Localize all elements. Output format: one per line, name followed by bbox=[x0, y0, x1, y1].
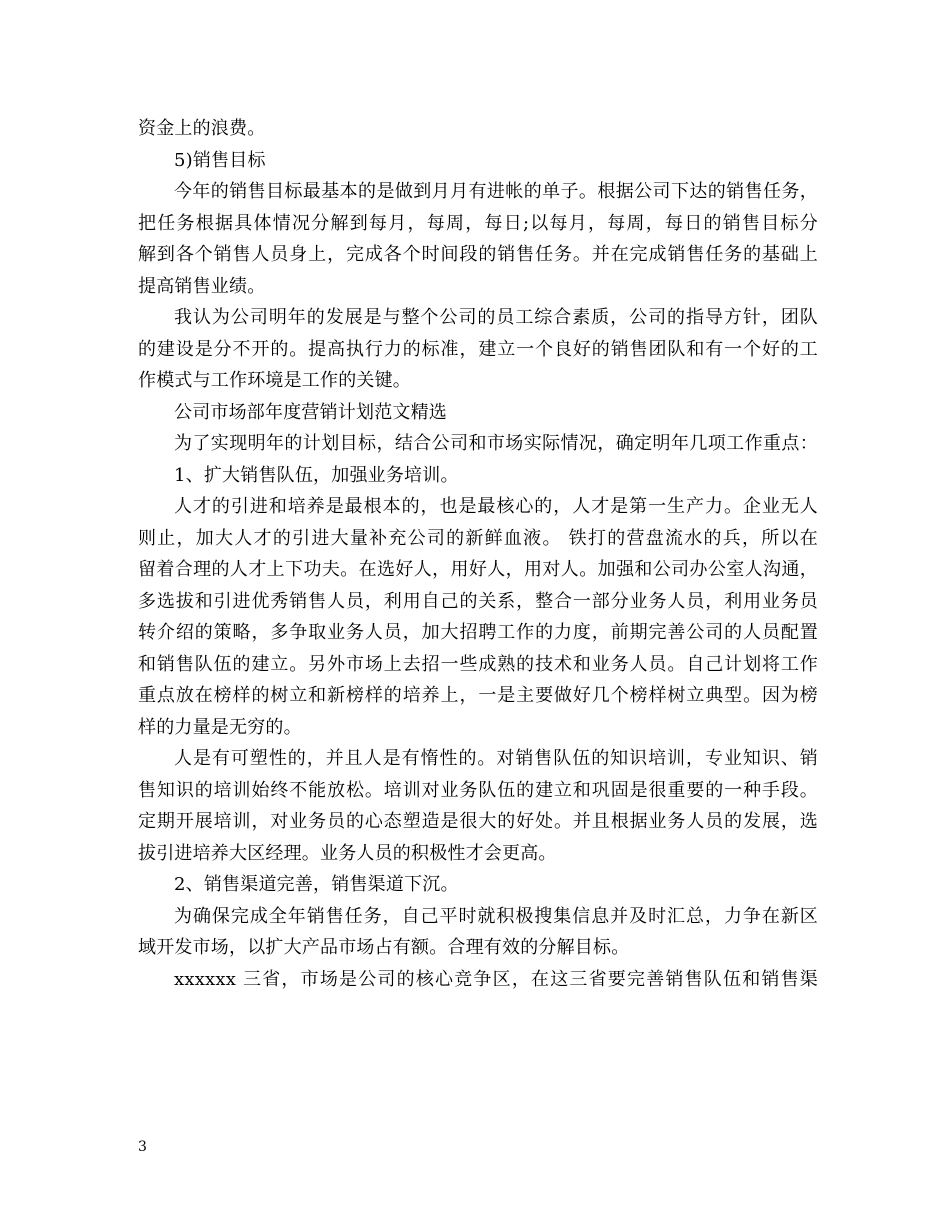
text-line: 域开发市场，以扩大产品市场占有额。合理有效的分解目标。 bbox=[138, 937, 630, 958]
text-line: 为确保完成全年销售任务，自己平时就积极搜集信息并及时汇总，力争在新区 bbox=[174, 905, 818, 927]
text-line: 解到各个销售人员身上，完成各个时间段的销售任务。并在完成销售任务的基础上 bbox=[138, 244, 818, 265]
text-line: 作模式与工作环境是工作的关键。 bbox=[138, 370, 411, 391]
text-line: xxxxxx 三省，市场是公司的核心竞争区，在这三省要完善销售队伍和销售渠 bbox=[174, 968, 818, 990]
text-line: 公司市场部年度营销计划范文精选 bbox=[174, 401, 447, 423]
text-line: 留着合理的人才上下功夫。在选好人，用好人，用对人。加强和公司办公室人沟通， bbox=[138, 559, 818, 580]
text-line: 拔引进培养大区经理。业务人员的积极性才会更高。 bbox=[138, 842, 557, 864]
text-line: 定期开展培训，对业务员的心态塑造是很大的好处。并且根据业务人员的发展，选 bbox=[138, 811, 818, 832]
text-line: 资金上的浪费。 bbox=[138, 118, 266, 139]
text-line: 售知识的培训始终不能放松。培训对业务队伍的建立和巩固是很重要的一种手段。 bbox=[138, 779, 818, 801]
text-line: 重点放在榜样的树立和新榜样的培养上，一是主要做好几个榜样树立典型。因为榜 bbox=[138, 685, 818, 706]
text-line: 和销售队伍的建立。另外市场上去招一些成熟的技术和业务人员。自己计划将工作 bbox=[138, 653, 818, 675]
text-line: 5)销售目标 bbox=[174, 149, 266, 171]
page-number: 3 bbox=[138, 1139, 147, 1155]
document-body bbox=[138, 113, 818, 995]
text-line: 为了实现明年的计划目标，结合公司和市场实际情况，确定明年几项工作重点： bbox=[174, 433, 818, 454]
text-line: 样的力量是无穷的。 bbox=[138, 716, 302, 738]
text-line: 人才的引进和培养是最根本的，也是最核心的，人才是第一生产力。企业无人 bbox=[174, 496, 818, 517]
text-line: 提高销售业绩。 bbox=[138, 275, 266, 297]
text-line: 则止，加大人才的引进大量补充公司的新鲜血液。 铁打的营盘流水的兵，所以在 bbox=[138, 527, 818, 549]
text-line: 把任务根据具体情况分解到每月，每周，每日;以每月，每周，每日的销售目标分 bbox=[138, 212, 818, 234]
text-line: 转介绍的策略，多争取业务人员，加大招聘工作的力度，前期完善公司的人员配置 bbox=[138, 622, 818, 643]
text-line: 多选拔和引进优秀销售人员，利用自己的关系，整合一部分业务人员，利用业务员 bbox=[138, 590, 818, 612]
text-line: 人是有可塑性的，并且人是有惰性的。对销售队伍的知识培训，专业知识、销 bbox=[174, 748, 818, 769]
text-line: 的建设是分不开的。提高执行力的标准，建立一个良好的销售团队和有一个好的工 bbox=[138, 338, 818, 360]
text-line: 今年的销售目标最基本的是做到月月有进帐的单子。根据公司下达的销售任务， bbox=[174, 181, 818, 202]
text-line: 我认为公司明年的发展是与整个公司的员工综合素质，公司的指导方针，团队 bbox=[174, 307, 818, 328]
text-line: 2、销售渠道完善，销售渠道下沉。 bbox=[174, 874, 459, 895]
text-line: 1、扩大销售队伍，加强业务培训。 bbox=[174, 464, 459, 486]
